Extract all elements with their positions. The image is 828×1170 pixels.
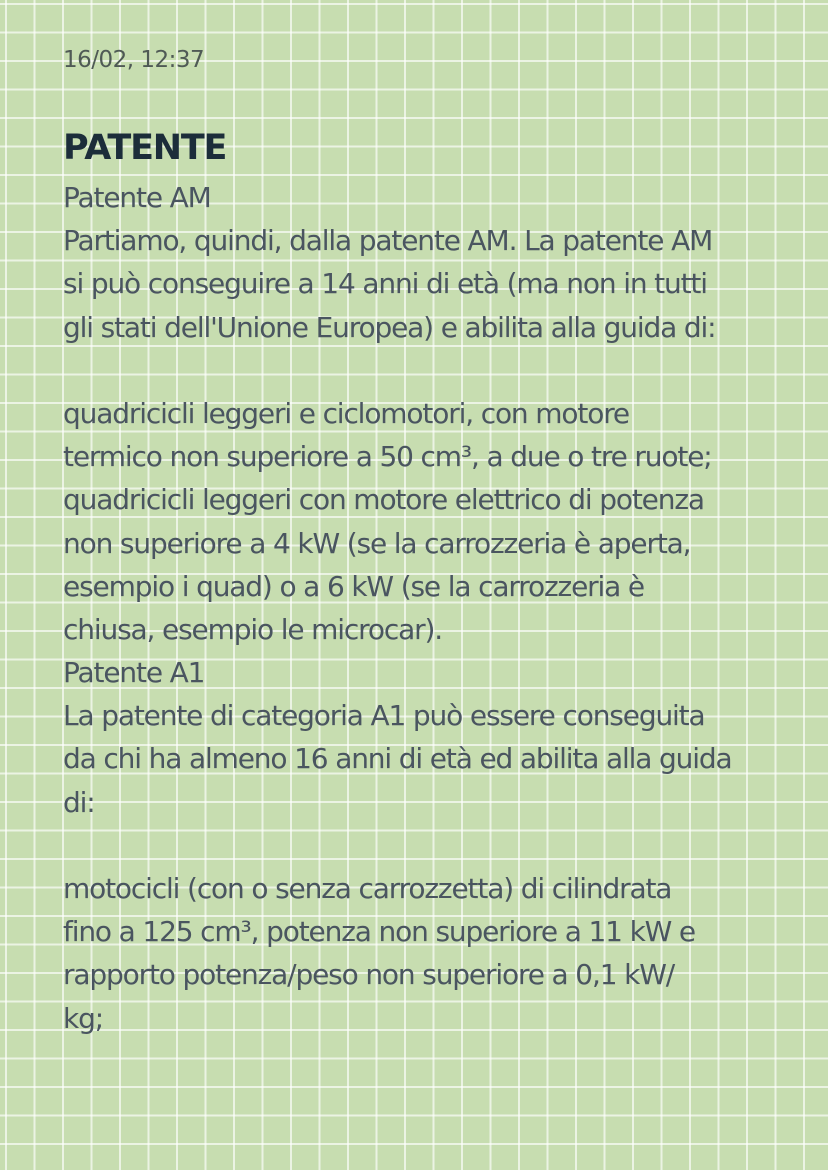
note-line: si può conseguire a 14 anni di età (ma non in tutti xyxy=(63,267,707,301)
note-line: Patente A1 xyxy=(63,656,205,690)
note-line: kg; xyxy=(63,1001,103,1035)
note-line: Partiamo, quindi, dalla patente AM. La patente AM xyxy=(63,224,713,258)
note-body[interactable] xyxy=(63,176,773,1040)
note-line: motocicli (con o senza carrozzetta) di cilindrata xyxy=(63,872,672,905)
note-line: gli stati dell'Unione Europea) e abilita alla guida di: xyxy=(63,310,716,344)
note-line: chiusa, esempio le microcar). xyxy=(63,612,443,646)
note-line: Patente AM xyxy=(63,181,211,214)
note-line: rapporto potenza/peso non superiore a 0,1 kW/ xyxy=(63,958,675,992)
note-line: fino a 125 cm³, potenza non superiore a 11 kW e xyxy=(63,915,695,949)
note-line: termico non superiore a 50 cm³, a due o tre ruote; xyxy=(63,440,712,474)
note-line: non superiore a 4 kW (se la carrozzeria è aperta, xyxy=(63,526,691,560)
note-title[interactable]: PATENTE xyxy=(63,128,227,168)
note-line xyxy=(63,824,773,867)
note-line: quadricicli leggeri e ciclomotori, con motore xyxy=(63,396,630,430)
note-line: La patente di categoria A1 può essere conseguita xyxy=(63,699,705,733)
note-timestamp: 16/02, 12:37 xyxy=(63,47,205,73)
note-line: di: xyxy=(63,785,95,819)
note-line xyxy=(63,349,773,392)
note-line: quadricicli leggeri con motore elettrico di potenza xyxy=(63,483,704,517)
note-content[interactable] xyxy=(63,40,773,1040)
note-line: da chi ha almeno 16 anni di età ed abilita alla guida xyxy=(63,742,732,776)
note-line: esempio i quad) o a 6 kW (se la carrozzeria è xyxy=(63,569,644,603)
